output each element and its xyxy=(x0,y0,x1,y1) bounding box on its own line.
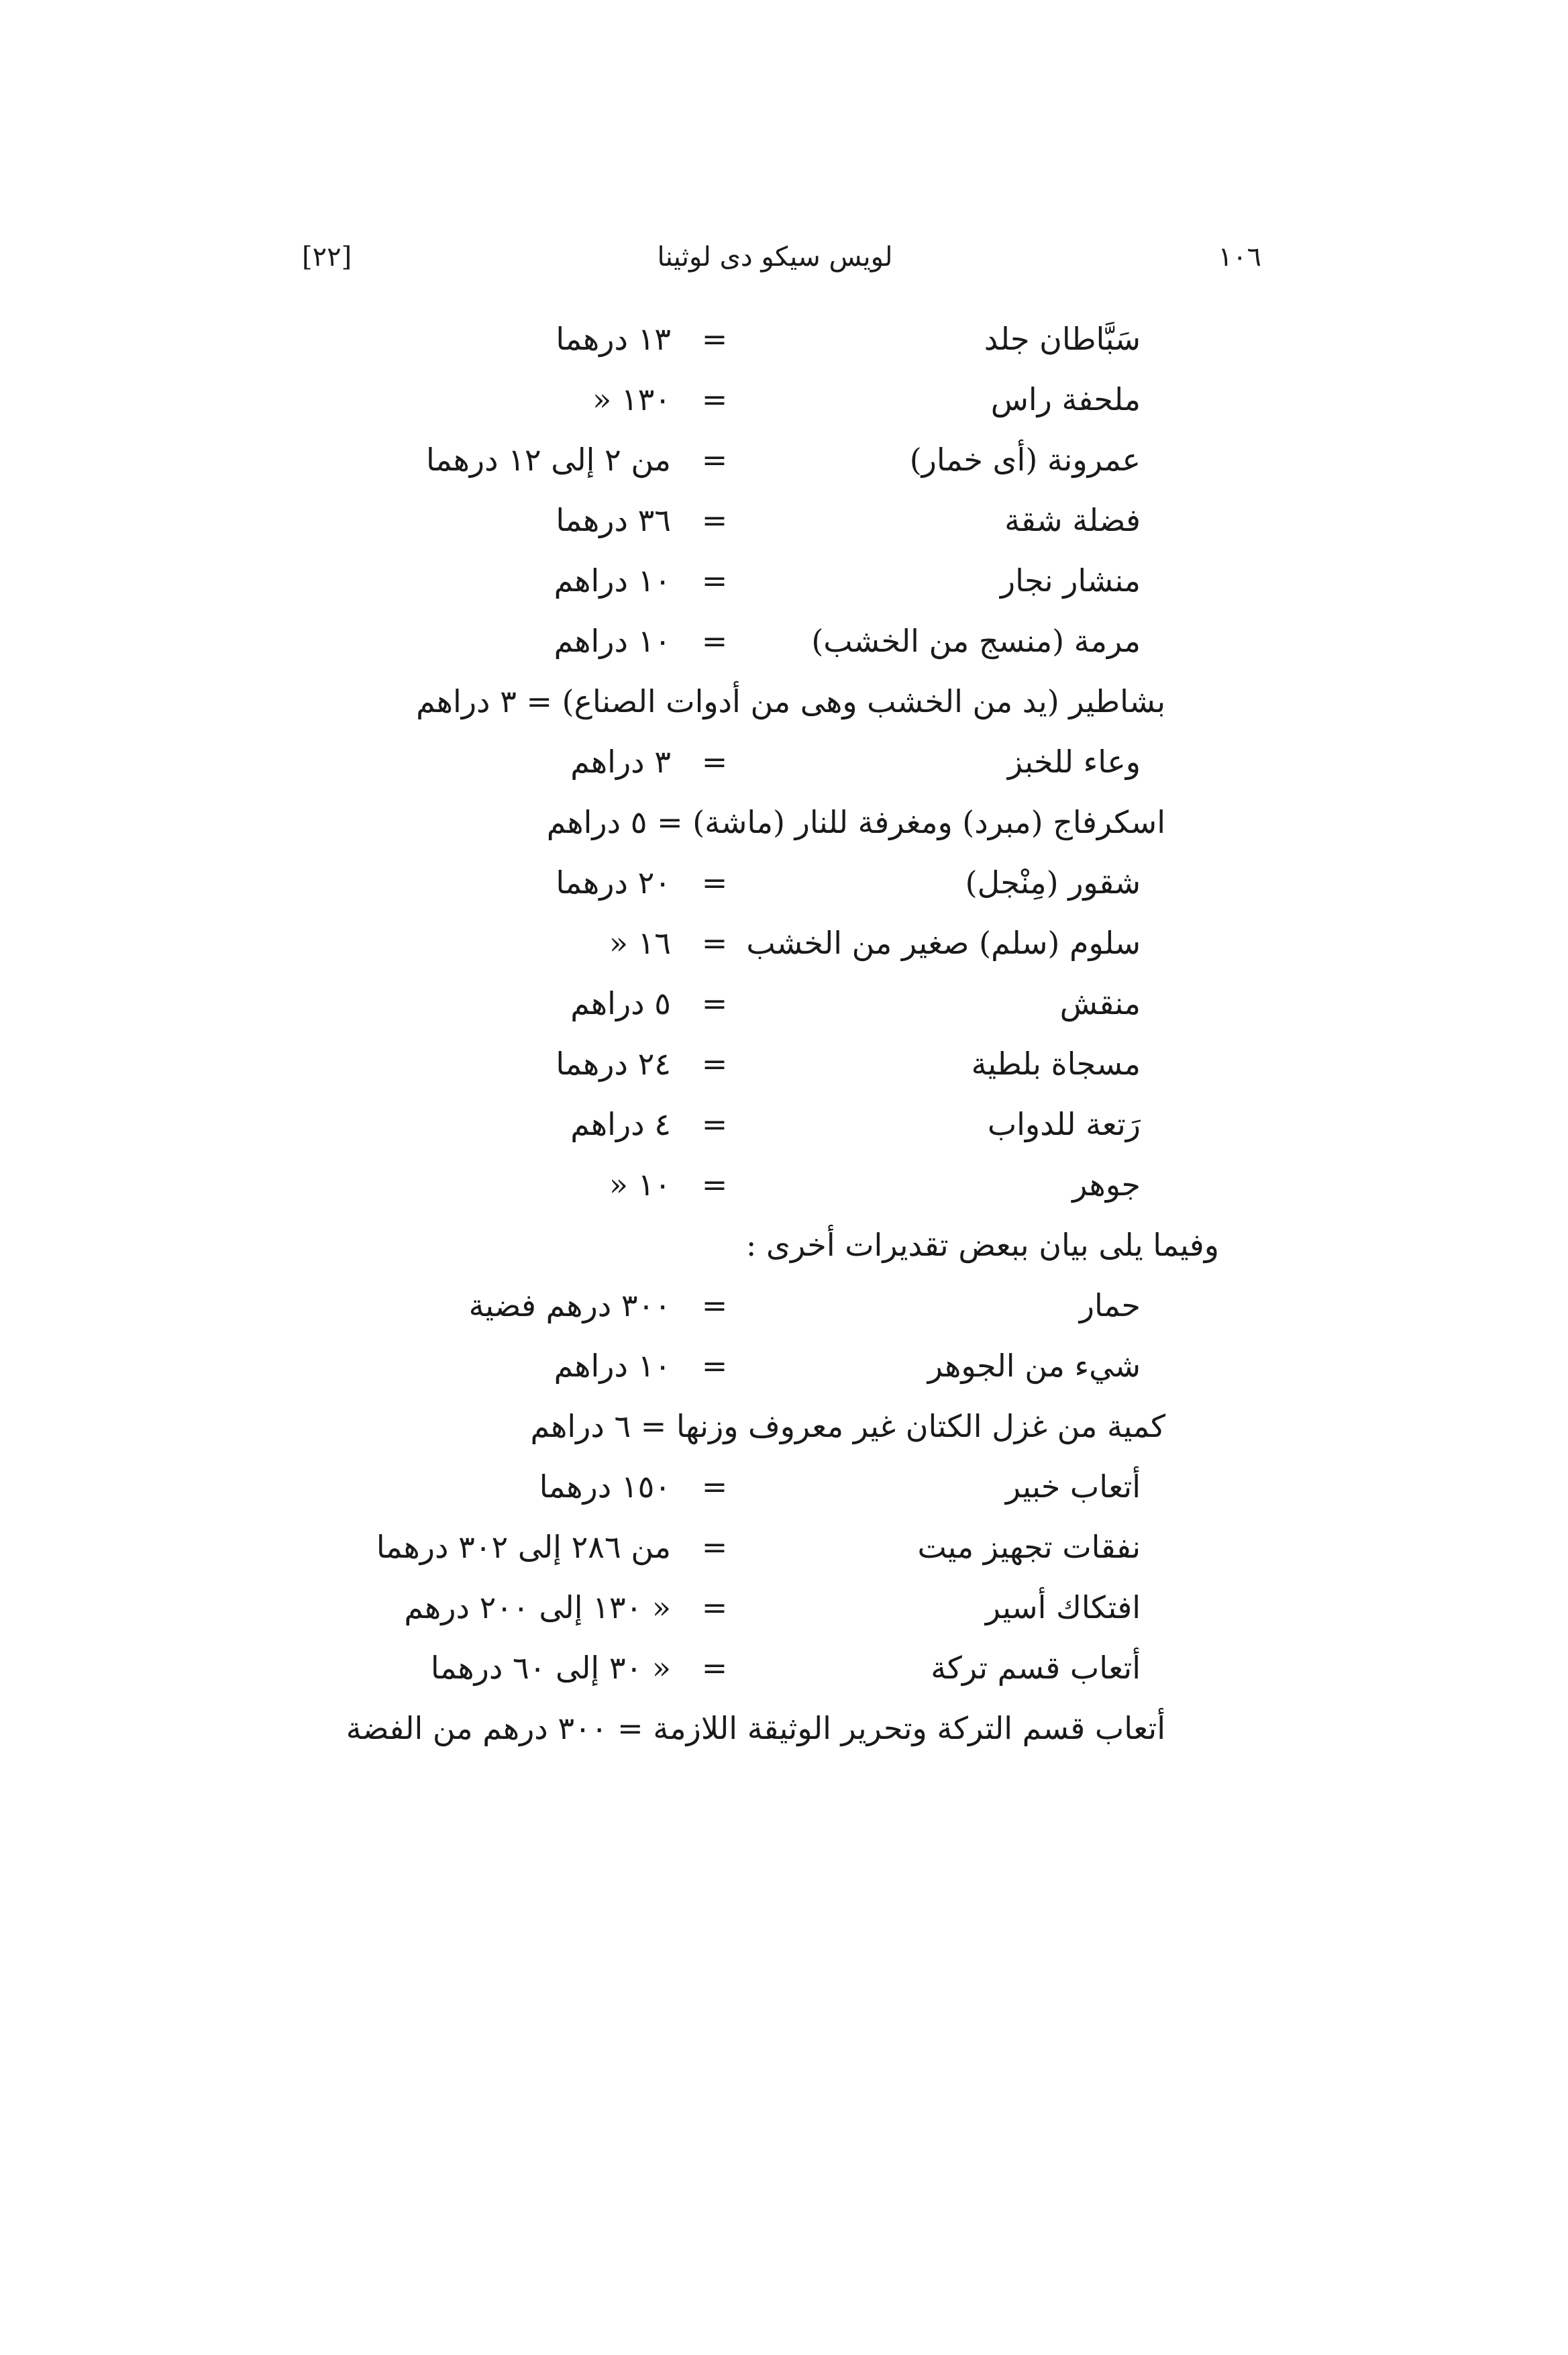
item-value: ١٠ دراهم xyxy=(554,562,671,599)
item-name: مرمة (منسج من الخشب) xyxy=(811,623,1141,659)
equals-sign: = xyxy=(701,1166,728,1203)
list-item xyxy=(282,1638,1167,1698)
equals-sign: = xyxy=(701,1529,728,1565)
item-name: مسجاة بلطية xyxy=(971,1046,1141,1082)
equals-sign: = xyxy=(701,442,728,478)
item-value: ١٠ دراهم xyxy=(554,623,671,659)
item-name: رَتعة للدواب xyxy=(987,1106,1141,1142)
list-item xyxy=(282,309,1167,369)
list-item xyxy=(282,1275,1167,1336)
item-name: جوهر xyxy=(1072,1166,1141,1203)
equals-sign: = xyxy=(701,1589,728,1625)
item-name: أتعاب خبير xyxy=(1005,1468,1141,1505)
item-value: ١٥٠ درهما xyxy=(539,1468,671,1505)
page-number: ١٠٦ xyxy=(1218,242,1261,272)
list-item xyxy=(282,369,1167,430)
equals-sign: = xyxy=(701,502,728,538)
equals-sign: = xyxy=(701,925,728,961)
item-value: ١٣٠ « xyxy=(592,381,671,417)
list-item xyxy=(282,430,1167,490)
item-name: أتعاب قسم تركة xyxy=(931,1650,1141,1686)
item-value: ٢٠ درهما xyxy=(556,864,671,901)
equals-sign: = xyxy=(701,1046,728,1082)
list-item xyxy=(282,611,1167,671)
item-value: من ٢ إلى ١٢ درهما xyxy=(426,442,671,478)
list-item-full: اسكرفاج (مبرد) ومغرفة للنار (ماشة) = ٥ دراهم xyxy=(546,804,1165,840)
list-item xyxy=(282,852,1167,913)
item-name: وعاء للخبز xyxy=(1007,744,1141,780)
item-name: ملحفة راس xyxy=(990,381,1141,417)
item-value: ١٠ دراهم xyxy=(554,1348,671,1384)
item-name: منقش xyxy=(1059,985,1141,1021)
equals-sign: = xyxy=(701,1468,728,1505)
item-value: ٢٤ درهما xyxy=(556,1046,671,1082)
equals-sign: = xyxy=(701,864,728,901)
list-item xyxy=(282,490,1167,550)
item-name: منشار نجار xyxy=(1000,562,1141,599)
list-item xyxy=(282,1456,1167,1517)
item-value: ١٠ « xyxy=(609,1166,671,1203)
equals-sign: = xyxy=(701,381,728,417)
equals-sign: = xyxy=(701,562,728,599)
item-name: فضلة شقة xyxy=(1004,502,1141,538)
item-name: نفقات تجهيز ميت xyxy=(917,1529,1141,1565)
running-title: لويس سيكو دى لوثينا xyxy=(657,242,893,272)
equals-sign: = xyxy=(701,744,728,780)
section-reference: [٢٢] xyxy=(302,242,352,272)
list-item xyxy=(282,1577,1167,1638)
page-header xyxy=(289,235,1261,295)
item-name: حمار xyxy=(1079,1287,1141,1323)
list-item xyxy=(282,1154,1167,1215)
item-name: افتكاك أسير xyxy=(985,1589,1141,1625)
equals-sign: = xyxy=(701,321,728,357)
equals-sign: = xyxy=(701,1106,728,1142)
equals-sign: = xyxy=(701,1287,728,1323)
section-intro: وفيما يلى بيان ببعض تقديرات أخرى : xyxy=(745,1227,1219,1263)
equals-sign: = xyxy=(701,985,728,1021)
item-name: سَبَّاطان جلد xyxy=(984,321,1141,357)
item-value: ١٣ درهما xyxy=(556,321,671,357)
item-name: عمرونة (أى خمار) xyxy=(909,442,1141,478)
list-item xyxy=(282,973,1167,1034)
item-name: شقور (مِنْجل) xyxy=(965,864,1141,901)
list-item-full: أتعاب قسم التركة وتحرير الوثيقة اللازمة = ٣٠٠ درهم من الفضة xyxy=(346,1710,1165,1746)
list-item xyxy=(282,1094,1167,1154)
list-item xyxy=(282,913,1167,973)
item-value: « ١٣٠ إلى ٢٠٠ درهم xyxy=(404,1589,671,1625)
item-value: ٣٦ درهما xyxy=(556,502,671,538)
list-item-full: كمية من غزل الكتان غير معروف وزنها = ٦ دراهم xyxy=(530,1408,1165,1444)
list-item xyxy=(282,550,1167,611)
item-value: ٥ دراهم xyxy=(570,985,671,1021)
item-value: ٣ دراهم xyxy=(570,744,671,780)
equals-sign: = xyxy=(701,1348,728,1384)
item-value: من ٢٨٦ إلى ٣٠٢ درهما xyxy=(376,1529,671,1565)
list-item xyxy=(282,732,1167,792)
item-name: شيء من الجوهر xyxy=(927,1348,1141,1384)
item-value: ١٦ « xyxy=(609,925,671,961)
list-item-full: بشاطير (يد من الخشب وهى من أدوات الصناع) = ٣ دراهم xyxy=(416,683,1165,719)
list-item xyxy=(282,1336,1167,1396)
equals-sign: = xyxy=(701,1650,728,1686)
item-value: ٤ دراهم xyxy=(570,1106,671,1142)
list-item xyxy=(282,1034,1167,1094)
item-name: سلوم (سلم) صغير من الخشب xyxy=(746,925,1141,961)
item-value: ٣٠٠ درهم فضية xyxy=(468,1287,671,1323)
item-value: « ٣٠ إلى ٦٠ درهما xyxy=(430,1650,671,1686)
equals-sign: = xyxy=(701,623,728,659)
list-item xyxy=(282,1517,1167,1577)
